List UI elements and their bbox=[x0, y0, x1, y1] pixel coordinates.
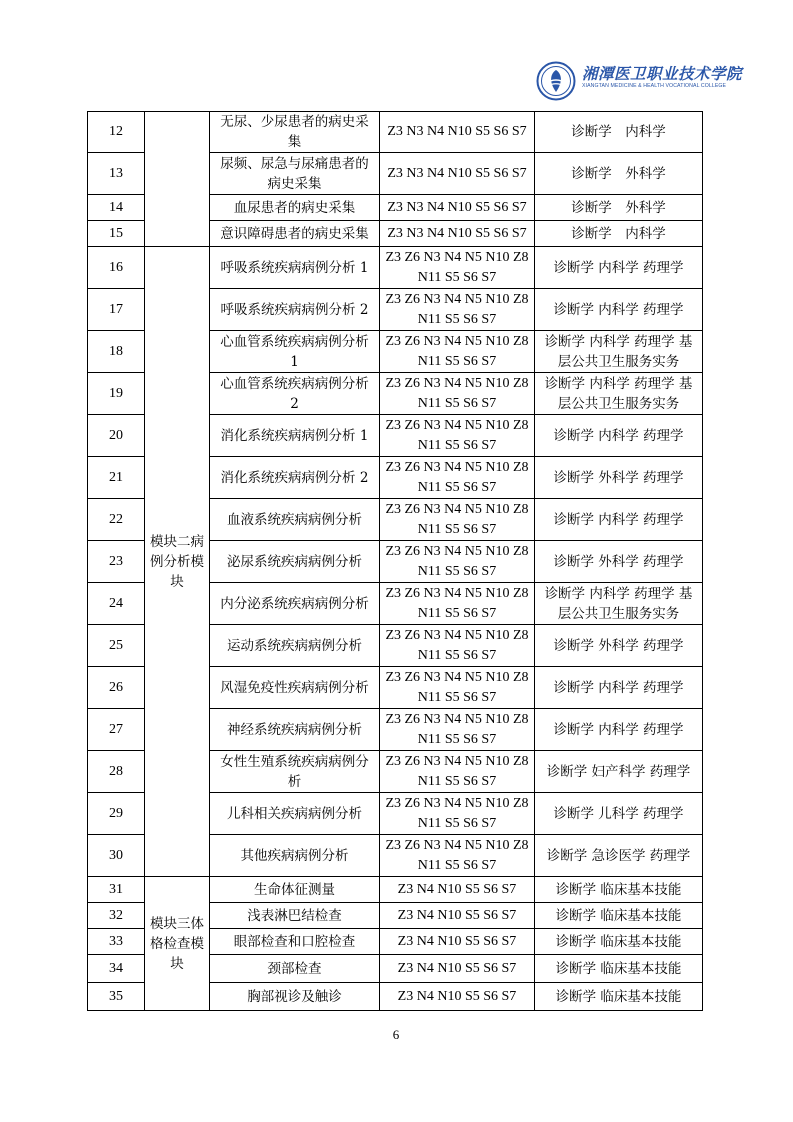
project-name: 其他疾病病例分析 bbox=[210, 835, 380, 877]
row-number: 15 bbox=[88, 221, 145, 247]
school-name-en: XIANGTAN MEDICINE & HEALTH VOCATIONAL COLLEGE bbox=[582, 83, 727, 89]
ability-codes: Z3 Z6 N3 N4 N5 N10 Z8 N11 S5 S6 S7 bbox=[380, 415, 535, 457]
table-row bbox=[88, 877, 703, 903]
page-number: 6 bbox=[392, 1027, 400, 1042]
project-name: 内分泌系统疾病病例分析 bbox=[210, 583, 380, 625]
course-subjects: 诊断学 外科学 药理学 bbox=[535, 541, 703, 583]
ability-codes: Z3 N3 N4 N10 S5 S6 S7 bbox=[380, 153, 535, 195]
course-table bbox=[87, 111, 703, 1011]
course-subjects: 诊断学 外科学 药理学 bbox=[535, 457, 703, 499]
ability-codes: Z3 Z6 N3 N4 N5 N10 Z8 N11 S5 S6 S7 bbox=[380, 457, 535, 499]
row-number: 28 bbox=[88, 751, 145, 793]
course-subjects: 诊断学 急诊医学 药理学 bbox=[535, 835, 703, 877]
course-subjects: 诊断学 内科学 药理学 基层公共卫生服务实务 bbox=[535, 373, 703, 415]
project-name: 心血管系统疾病病例分析 2 bbox=[210, 373, 380, 415]
project-name: 胸部视诊及触诊 bbox=[210, 983, 380, 1011]
module-cell: 模块二病例分析模块 bbox=[145, 247, 210, 877]
course-subjects: 诊断学 妇产科学 药理学 bbox=[535, 751, 703, 793]
project-name: 神经系统疾病病例分析 bbox=[210, 709, 380, 751]
ability-codes: Z3 N4 N10 S5 S6 S7 bbox=[380, 903, 535, 929]
row-number: 19 bbox=[88, 373, 145, 415]
row-number: 33 bbox=[88, 929, 145, 955]
row-number: 17 bbox=[88, 289, 145, 331]
row-number: 30 bbox=[88, 835, 145, 877]
project-name: 血尿患者的病史采集 bbox=[210, 195, 380, 221]
ability-codes: Z3 Z6 N3 N4 N5 N10 Z8 N11 S5 S6 S7 bbox=[380, 289, 535, 331]
row-number: 31 bbox=[88, 877, 145, 903]
course-subjects: 诊断学 内科学 药理学 基层公共卫生服务实务 bbox=[535, 331, 703, 373]
project-name: 呼吸系统疾病病例分析 2 bbox=[210, 289, 380, 331]
ability-codes: Z3 Z6 N3 N4 N5 N10 Z8 N11 S5 S6 S7 bbox=[380, 541, 535, 583]
ability-codes: Z3 Z6 N3 N4 N5 N10 Z8 N11 S5 S6 S7 bbox=[380, 625, 535, 667]
project-name: 心血管系统疾病病例分析 1 bbox=[210, 331, 380, 373]
course-subjects: 诊断学 临床基本技能 bbox=[535, 955, 703, 983]
ability-codes: Z3 N4 N10 S5 S6 S7 bbox=[380, 955, 535, 983]
course-subjects: 诊断学 外科学 bbox=[535, 195, 703, 221]
ability-codes: Z3 N3 N4 N10 S5 S6 S7 bbox=[380, 221, 535, 247]
project-name: 尿频、尿急与尿痛患者的病史采集 bbox=[210, 153, 380, 195]
row-number: 35 bbox=[88, 983, 145, 1011]
row-number: 22 bbox=[88, 499, 145, 541]
ability-codes: Z3 Z6 N3 N4 N5 N10 Z8 N11 S5 S6 S7 bbox=[380, 247, 535, 289]
project-name: 意识障碍患者的病史采集 bbox=[210, 221, 380, 247]
table-row bbox=[88, 247, 703, 289]
ability-codes: Z3 Z6 N3 N4 N5 N10 Z8 N11 S5 S6 S7 bbox=[380, 793, 535, 835]
row-number: 20 bbox=[88, 415, 145, 457]
ability-codes: Z3 Z6 N3 N4 N5 N10 Z8 N11 S5 S6 S7 bbox=[380, 709, 535, 751]
ability-codes: Z3 N3 N4 N10 S5 S6 S7 bbox=[380, 112, 535, 153]
project-name: 血液系统疾病病例分析 bbox=[210, 499, 380, 541]
project-name: 消化系统疾病病例分析 2 bbox=[210, 457, 380, 499]
row-number: 14 bbox=[88, 195, 145, 221]
ability-codes: Z3 Z6 N3 N4 N5 N10 Z8 N11 S5 S6 S7 bbox=[380, 499, 535, 541]
school-name: 湘潭医卫职业技术学院 bbox=[582, 64, 743, 83]
project-name: 浅表淋巴结检查 bbox=[210, 903, 380, 929]
course-subjects: 诊断学 临床基本技能 bbox=[535, 929, 703, 955]
row-number: 32 bbox=[88, 903, 145, 929]
course-subjects: 诊断学 内科学 药理学 bbox=[535, 415, 703, 457]
course-subjects: 诊断学 外科学 bbox=[535, 153, 703, 195]
project-name: 颈部检查 bbox=[210, 955, 380, 983]
course-subjects: 诊断学 临床基本技能 bbox=[535, 903, 703, 929]
ability-codes: Z3 Z6 N3 N4 N5 N10 Z8 N11 S5 S6 S7 bbox=[380, 835, 535, 877]
table-row bbox=[88, 112, 703, 153]
row-number: 21 bbox=[88, 457, 145, 499]
ability-codes: Z3 Z6 N3 N4 N5 N10 Z8 N11 S5 S6 S7 bbox=[380, 373, 535, 415]
ability-codes: Z3 Z6 N3 N4 N5 N10 Z8 N11 S5 S6 S7 bbox=[380, 331, 535, 373]
row-number: 26 bbox=[88, 667, 145, 709]
course-subjects: 诊断学 儿科学 药理学 bbox=[535, 793, 703, 835]
project-name: 呼吸系统疾病病例分析 1 bbox=[210, 247, 380, 289]
row-number: 13 bbox=[88, 153, 145, 195]
ability-codes: Z3 Z6 N3 N4 N5 N10 Z8 N11 S5 S6 S7 bbox=[380, 751, 535, 793]
project-name: 风湿免疫性疾病病例分析 bbox=[210, 667, 380, 709]
course-subjects: 诊断学 内科学 bbox=[535, 112, 703, 153]
row-number: 27 bbox=[88, 709, 145, 751]
course-subjects: 诊断学 内科学 bbox=[535, 221, 703, 247]
course-subjects: 诊断学 内科学 药理学 bbox=[535, 499, 703, 541]
row-number: 34 bbox=[88, 955, 145, 983]
project-name: 眼部检查和口腔检查 bbox=[210, 929, 380, 955]
project-name: 消化系统疾病病例分析 1 bbox=[210, 415, 380, 457]
row-number: 18 bbox=[88, 331, 145, 373]
row-number: 29 bbox=[88, 793, 145, 835]
project-name: 女性生殖系统疾病病例分析 bbox=[210, 751, 380, 793]
course-subjects: 诊断学 内科学 药理学 bbox=[535, 709, 703, 751]
project-name: 泌尿系统疾病病例分析 bbox=[210, 541, 380, 583]
project-name: 儿科相关疾病病例分析 bbox=[210, 793, 380, 835]
ability-codes: Z3 N4 N10 S5 S6 S7 bbox=[380, 983, 535, 1011]
course-subjects: 诊断学 外科学 药理学 bbox=[535, 625, 703, 667]
ability-codes: Z3 N3 N4 N10 S5 S6 S7 bbox=[380, 195, 535, 221]
project-name: 生命体征测量 bbox=[210, 877, 380, 903]
course-subjects: 诊断学 临床基本技能 bbox=[535, 983, 703, 1011]
module-cell bbox=[145, 112, 210, 247]
ability-codes: Z3 Z6 N3 N4 N5 N10 Z8 N11 S5 S6 S7 bbox=[380, 583, 535, 625]
row-number: 16 bbox=[88, 247, 145, 289]
course-subjects: 诊断学 内科学 药理学 bbox=[535, 247, 703, 289]
project-name: 运动系统疾病病例分析 bbox=[210, 625, 380, 667]
ability-codes: Z3 Z6 N3 N4 N5 N10 Z8 N11 S5 S6 S7 bbox=[380, 667, 535, 709]
row-number: 23 bbox=[88, 541, 145, 583]
row-number: 25 bbox=[88, 625, 145, 667]
course-subjects: 诊断学 内科学 药理学 bbox=[535, 667, 703, 709]
project-name: 无尿、少尿患者的病史采集 bbox=[210, 112, 380, 153]
row-number: 24 bbox=[88, 583, 145, 625]
ability-codes: Z3 N4 N10 S5 S6 S7 bbox=[380, 929, 535, 955]
row-number: 12 bbox=[88, 112, 145, 153]
course-subjects: 诊断学 临床基本技能 bbox=[535, 877, 703, 903]
college-emblem-icon bbox=[536, 61, 576, 101]
college-logo bbox=[536, 57, 743, 107]
module-cell: 模块三体格检查模块 bbox=[145, 877, 210, 1011]
course-subjects: 诊断学 内科学 药理学 基层公共卫生服务实务 bbox=[535, 583, 703, 625]
course-subjects: 诊断学 内科学 药理学 bbox=[535, 289, 703, 331]
ability-codes: Z3 N4 N10 S5 S6 S7 bbox=[380, 877, 535, 903]
